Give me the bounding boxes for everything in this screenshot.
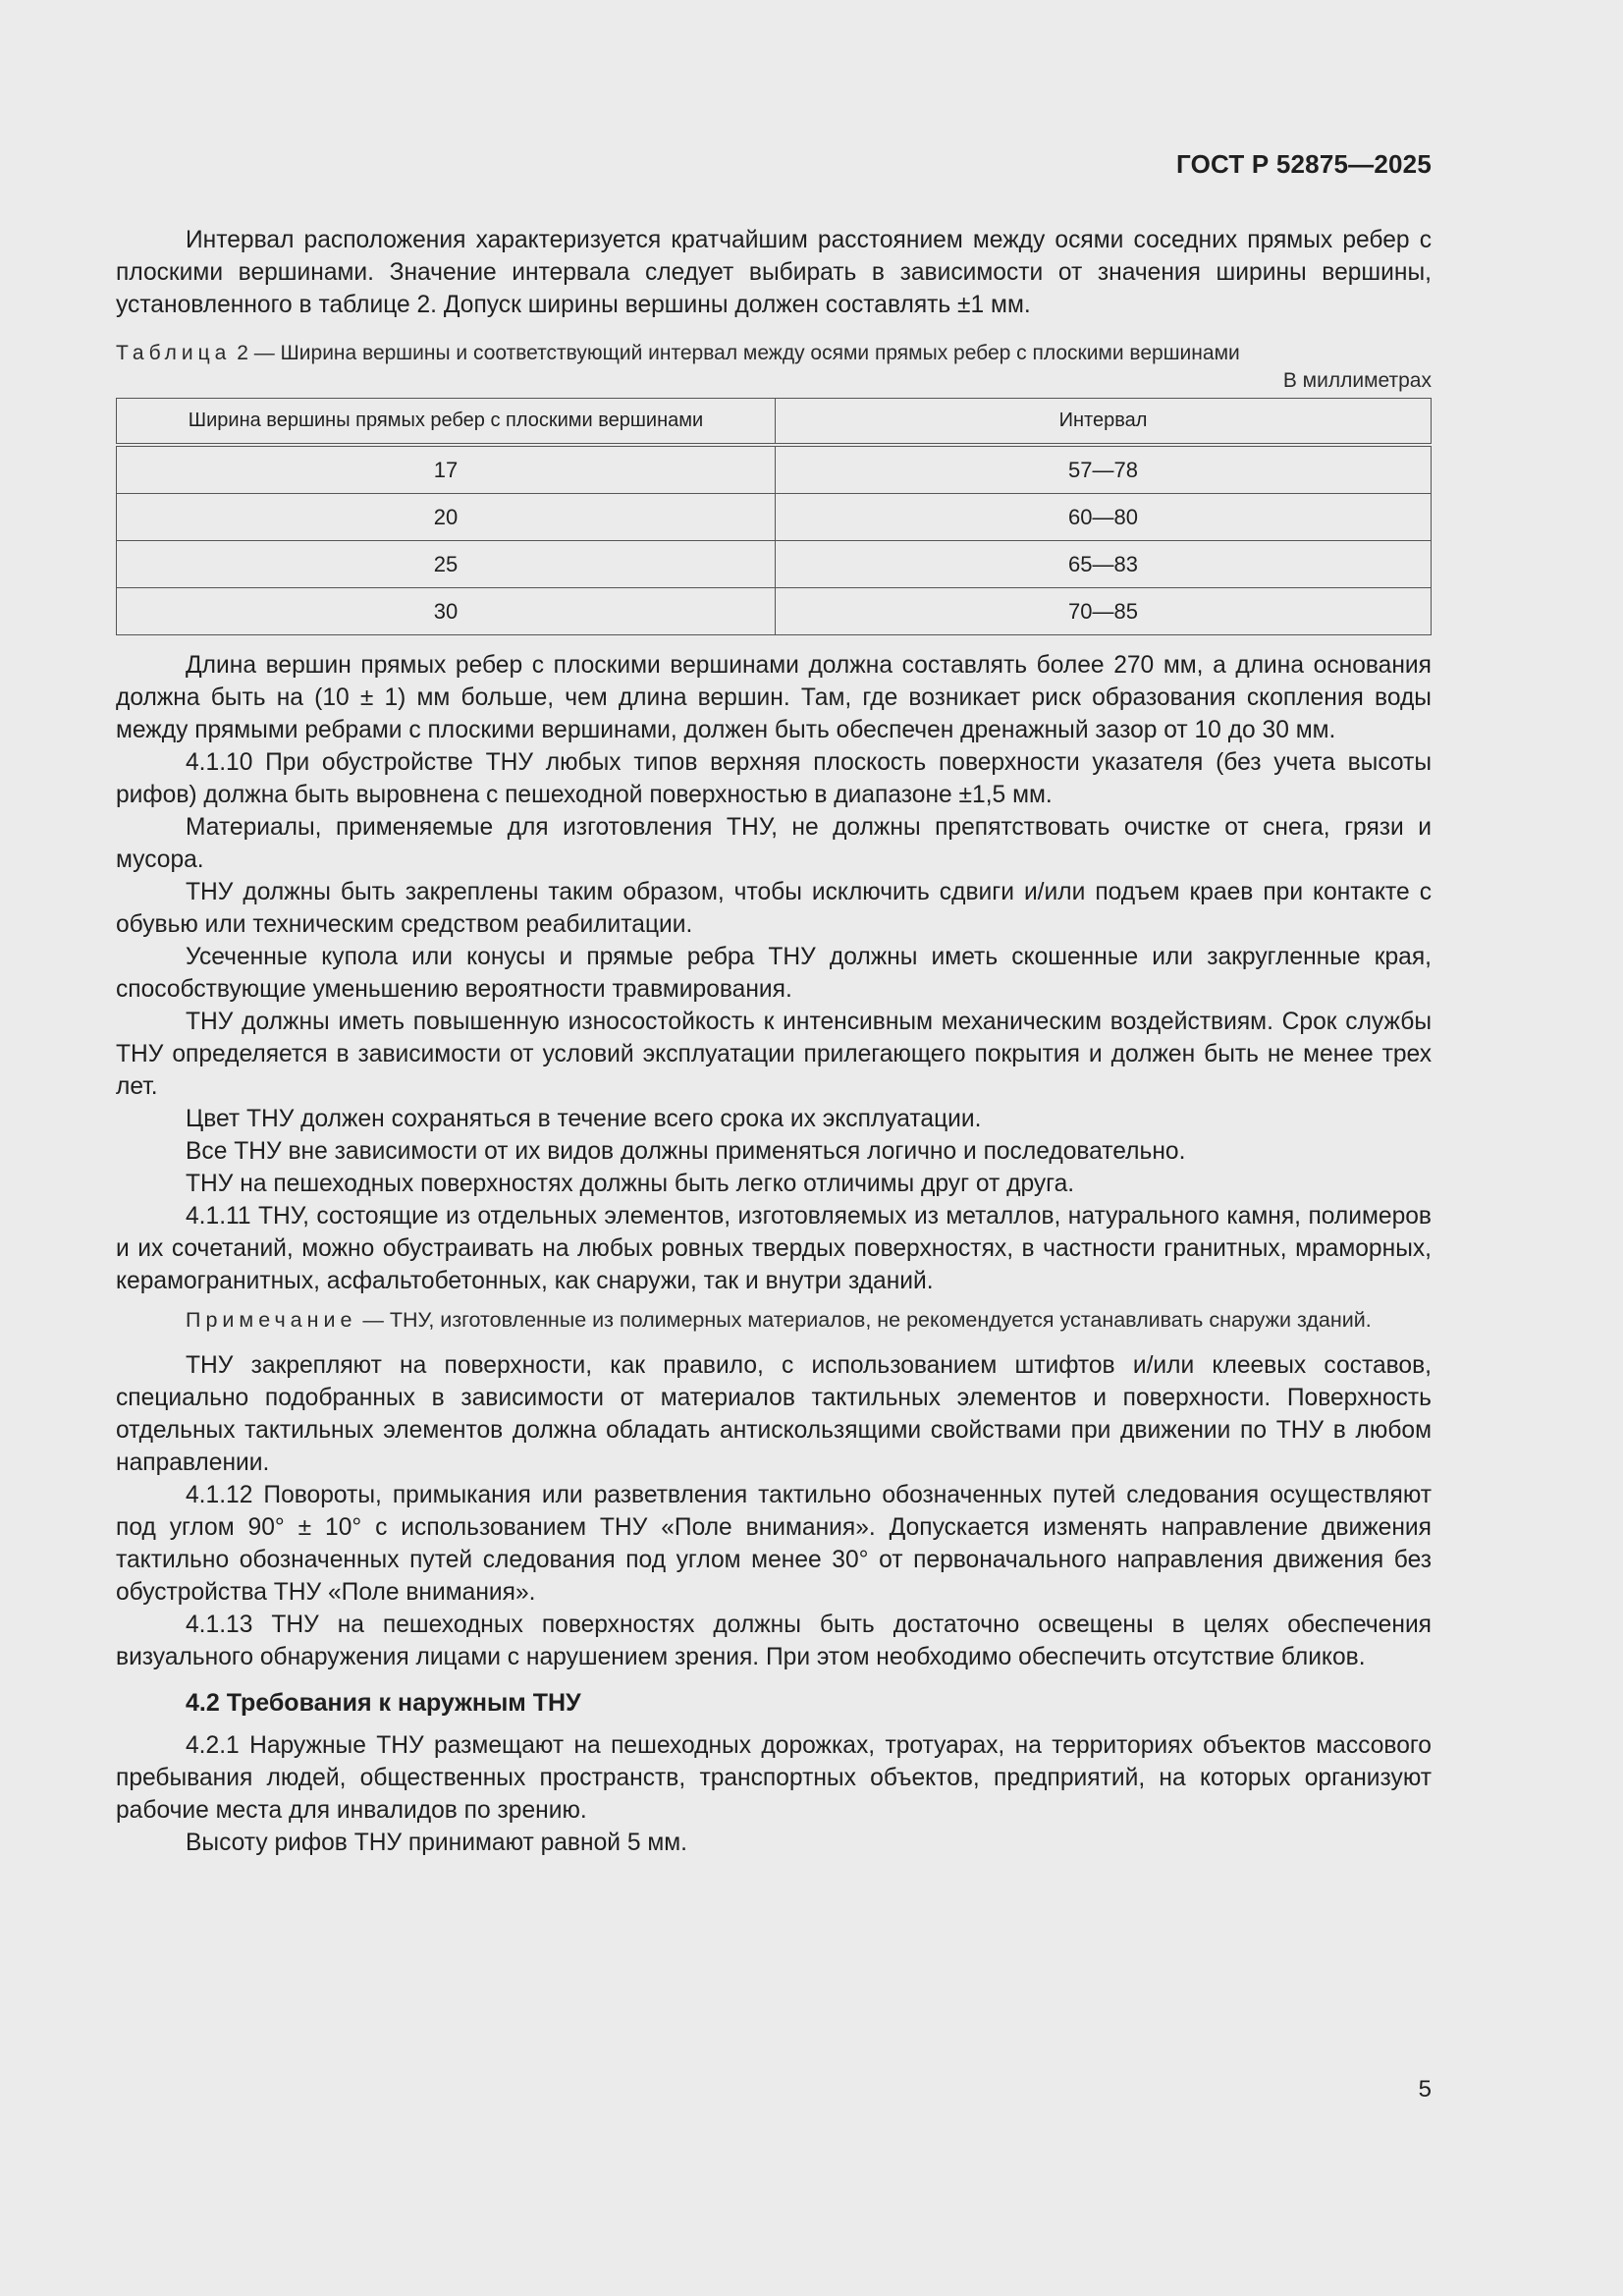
table-cell: 65—83 bbox=[776, 541, 1432, 588]
section-heading: 4.2 Требования к наружным ТНУ bbox=[186, 1689, 581, 1717]
table-cell: 70—85 bbox=[776, 588, 1432, 635]
table-cell: 60—80 bbox=[776, 494, 1432, 541]
paragraph: Цвет ТНУ должен сохраняться в течение всего срока их эксплуатации. bbox=[186, 1106, 982, 1132]
table-cell: 30 bbox=[117, 588, 776, 635]
table-unit: В миллиметрах bbox=[1282, 369, 1432, 392]
table-row bbox=[117, 541, 1432, 588]
paragraph: 4.1.12 Повороты, примыкания или разветвления тактильно обозначенных путей следования осуществляют под углом 90° ± 10° с использованием ТНУ «Поле внимания». Допускается изменять направление движения тактильно обозначенных путей следования под углом менее 30° от первоначального направления движения без обустройства ТНУ «Поле внимания». bbox=[116, 1482, 1432, 1606]
table-row bbox=[117, 494, 1432, 541]
column-header-interval: Интервал bbox=[776, 399, 1432, 446]
paragraph: ТНУ должны иметь повышенную износостойкость к интенсивным механическим воздействиям. Срок службы ТНУ определяется в зависимости от условий эксплуатации прилегающего покрытия и должен быть не менее трех лет. bbox=[116, 1009, 1432, 1100]
note-text: — ТНУ, изготовленные из полимерных материалов, не рекомендуется устанавливать снаружи зданий. bbox=[356, 1308, 1372, 1332]
table-caption bbox=[116, 339, 1432, 367]
table-cell: 17 bbox=[117, 445, 776, 494]
table-caption-text: 2 — Ширина вершины и соответствующий интервал между осями прямых ребер с плоскими вершинами bbox=[237, 342, 1240, 364]
table-row bbox=[117, 445, 1432, 494]
table-row bbox=[117, 588, 1432, 635]
note-label: Примечание bbox=[186, 1308, 357, 1332]
table-cell: 57—78 bbox=[776, 445, 1432, 494]
data-table bbox=[116, 398, 1432, 635]
table-cell: 20 bbox=[117, 494, 776, 541]
paragraph: 4.1.10 При обустройстве ТНУ любых типов верхняя плоскость поверхности указателя (без учета высоты рифов) должна быть выровнена с пешеходной поверхностью в диапазоне ±1,5 мм. bbox=[116, 749, 1432, 808]
paragraph: ТНУ закрепляют на поверхности, как правило, с использованием штифтов и/или клеевых составов, специально подобранных в зависимости от материалов тактильных элементов и поверхности. Поверхность отдельных тактильных элементов должна обладать антискользящими свойствами при движении по ТНУ в любом направлении. bbox=[116, 1352, 1432, 1476]
paragraph: Высоту рифов ТНУ принимают равной 5 мм. bbox=[186, 1830, 687, 1856]
paragraph: Материалы, применяемые для изготовления ТНУ, не должны препятствовать очистке от снега, грязи и мусора. bbox=[116, 814, 1432, 873]
paragraph: 4.1.13 ТНУ на пешеходных поверхностях должны быть достаточно освещены в целях обеспечения визуального обнаружения лицами с нарушением зрения. При этом необходимо обеспечить отсутствие бликов. bbox=[116, 1612, 1432, 1670]
paragraph: ТНУ на пешеходных поверхностях должны быть легко отличимы друг от друга. bbox=[186, 1171, 1075, 1197]
page-content bbox=[116, 224, 1432, 1859]
paragraph: ТНУ должны быть закреплены таким образом, чтобы исключить сдвиги и/или подъем краев при контакте с обувью или техническим средством реабилитации. bbox=[116, 879, 1432, 938]
table-header-row bbox=[117, 399, 1432, 446]
paragraph: Все ТНУ вне зависимости от их видов должны применяться логично и последовательно. bbox=[186, 1138, 1186, 1165]
paragraph: Интервал расположения характеризуется кратчайшим расстоянием между осями соседних прямых ребер с плоскими вершинами. Значение интервала следует выбирать в зависимости от значения ширины вершины, установленного в таблице 2. Допуск ширины вершины должен составлять ±1 мм. bbox=[116, 227, 1432, 318]
note bbox=[116, 1305, 1432, 1336]
paragraph: Длина вершин прямых ребер с плоскими вершинами должна составлять более 270 мм, а длина основания должна быть на (10 ± 1) мм больше, чем длина вершин. Там, где возникает риск образования скопления воды между прямыми ребрами с плоскими вершинами, должен быть обеспечен дренажный зазор от 10 до 30 мм. bbox=[116, 652, 1432, 743]
paragraph: 4.2.1 Наружные ТНУ размещают на пешеходных дорожках, тротуарах, на территориях объектов массового пребывания людей, общественных пространств, транспортных объектов, предприятий, на которых организуют рабочие места для инвалидов по зрению. bbox=[116, 1732, 1432, 1824]
paragraph: Усеченные купола или конусы и прямые ребра ТНУ должны иметь скошенные или закругленные края, способствующие уменьшению вероятности травмирования. bbox=[116, 944, 1432, 1003]
column-header-width: Ширина вершины прямых ребер с плоскими вершинами bbox=[117, 399, 776, 446]
paragraph: 4.1.11 ТНУ, состоящие из отдельных элементов, изготовляемых из металлов, натурального камня, полимеров и их сочетаний, можно обустраивать на любых ровных твердых поверхностях, в частности гранитных, мраморных, керамогранитных, асфальтобетонных, как снаружи, так и внутри зданий. bbox=[116, 1203, 1432, 1294]
table-cell: 25 bbox=[117, 541, 776, 588]
page-number: 5 bbox=[1418, 2076, 1432, 2103]
table-caption-label: Таблица bbox=[116, 342, 232, 364]
document-code: ГОСТ Р 52875—2025 bbox=[1176, 149, 1432, 179]
